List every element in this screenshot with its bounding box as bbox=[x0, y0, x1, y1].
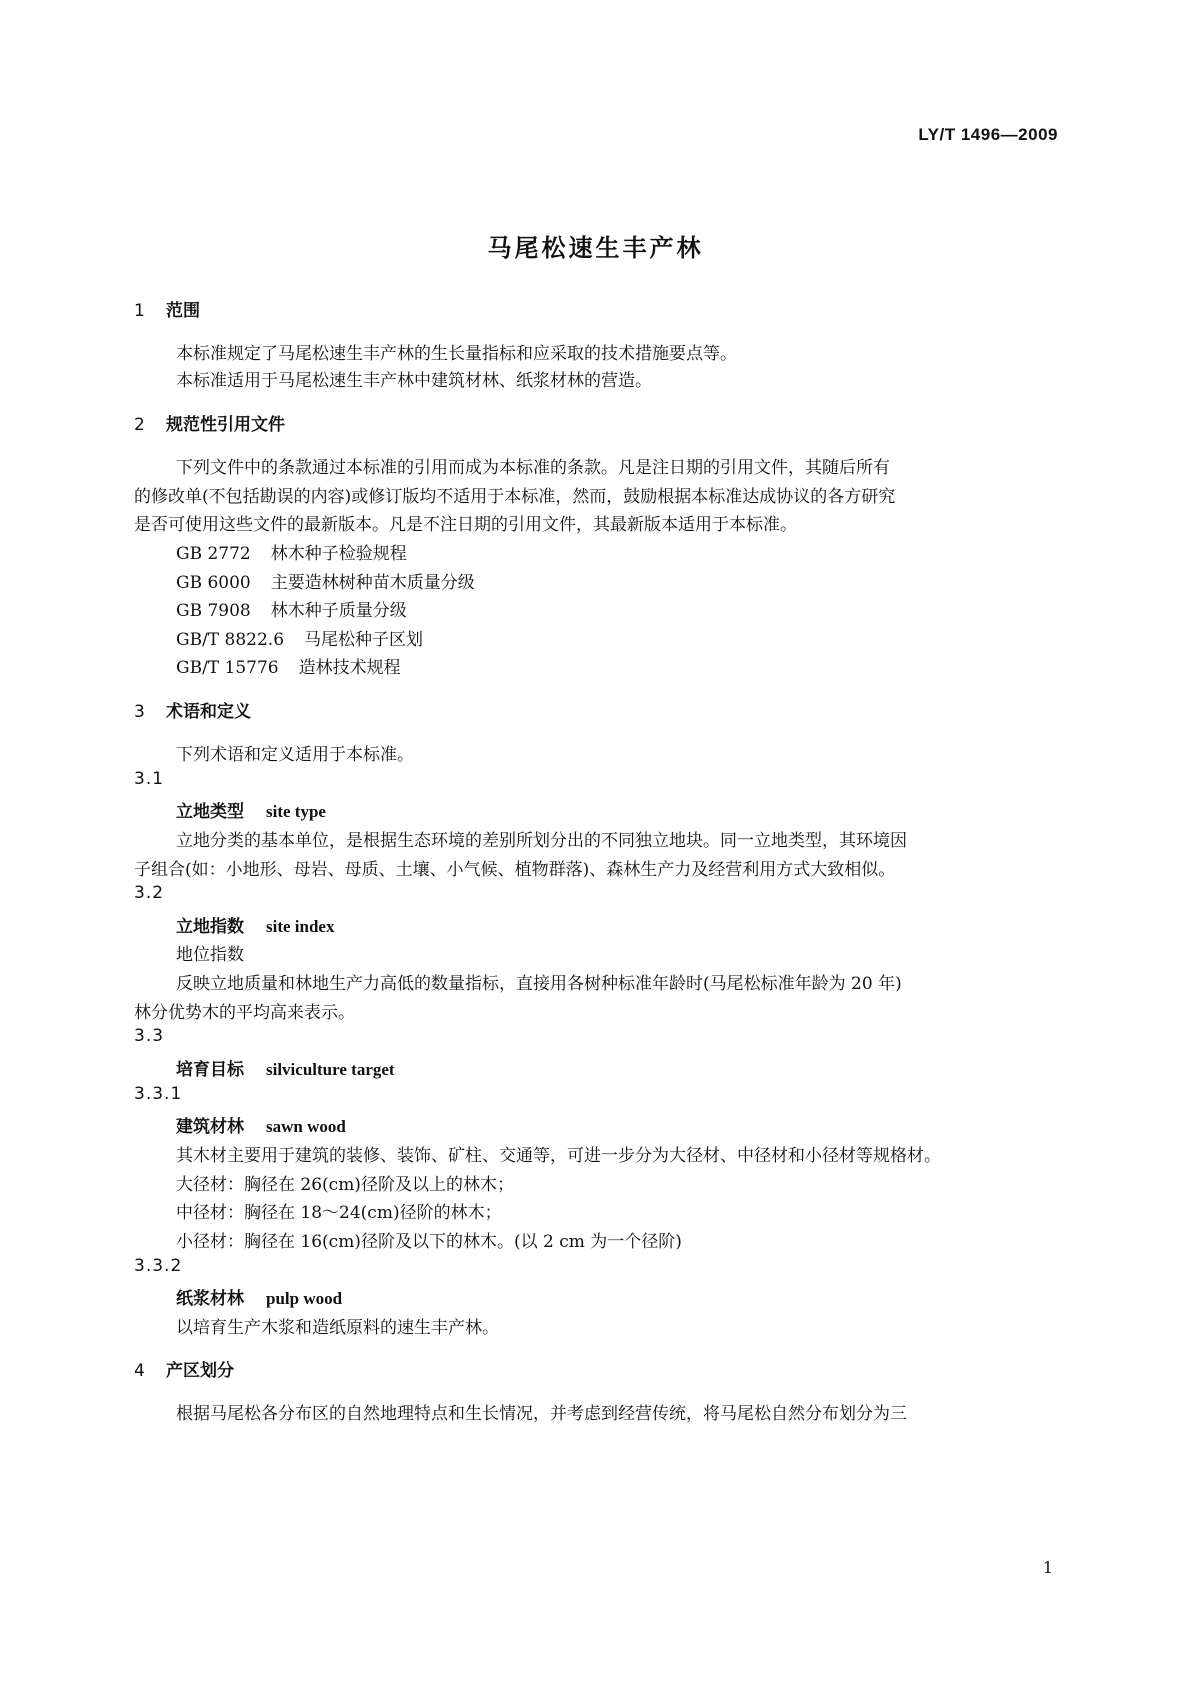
term-heading bbox=[176, 912, 334, 937]
section-number: 4 bbox=[134, 1361, 145, 1381]
term-zh: 纸浆材林 bbox=[176, 1289, 244, 1309]
paragraph: 本标准规定了马尾松速生丰产林的生长量指标和应采取的技术措施要点等。 bbox=[176, 344, 737, 364]
term-zh: 立地类型 bbox=[176, 802, 244, 822]
definition-line: 小径材：胸径在 16(cm)径阶及以下的林木。(以 2 cm 为一个径阶) bbox=[176, 1232, 682, 1252]
section-4-heading bbox=[134, 1356, 234, 1381]
term-heading bbox=[176, 1055, 395, 1080]
paragraph-line: 下列文件中的条款通过本标准的引用而成为本标准的条款。凡是注日期的引用文件，其随后所有 bbox=[176, 458, 890, 478]
clause-number: 3.3.2 bbox=[134, 1256, 183, 1276]
term-en: sawn wood bbox=[266, 1117, 346, 1136]
reference-item bbox=[176, 539, 407, 564]
term-heading bbox=[176, 1112, 346, 1137]
reference-item bbox=[176, 596, 407, 621]
section-title: 范围 bbox=[166, 301, 200, 321]
clause-number: 3.3 bbox=[134, 1026, 165, 1046]
term-en: site index bbox=[266, 917, 335, 936]
reference-code: GB 6000 bbox=[176, 573, 251, 593]
definition-line: 立地分类的基本单位，是根据生态环境的差别所划分出的不同独立地块。同一立地类型，其环境因 bbox=[176, 831, 907, 851]
clause-number: 3.3.1 bbox=[134, 1084, 183, 1104]
reference-item bbox=[176, 625, 423, 650]
term-alias: 地位指数 bbox=[176, 945, 244, 965]
section-number: 2 bbox=[134, 415, 145, 435]
term-zh: 培育目标 bbox=[176, 1060, 244, 1080]
definition-line: 反映立地质量和林地生产力高低的数量指标，直接用各树种标准年龄时(马尾松标准年龄为 20 年) bbox=[176, 974, 902, 994]
section-title: 术语和定义 bbox=[166, 702, 251, 722]
paragraph-line: 是否可使用这些文件的最新版本。凡是不注日期的引用文件，其最新版本适用于本标准。 bbox=[134, 515, 797, 535]
reference-title: 主要造林树种苗木质量分级 bbox=[270, 573, 475, 593]
reference-item bbox=[176, 568, 475, 593]
section-1-heading bbox=[134, 296, 200, 321]
paragraph: 下列术语和定义适用于本标准。 bbox=[176, 745, 414, 765]
term-en: pulp wood bbox=[266, 1289, 343, 1308]
definition-line: 其木材主要用于建筑的装修、装饰、矿柱、交通等，可进一步分为大径材、中径材和小径材等规格材。 bbox=[176, 1146, 941, 1166]
paragraph: 本标准适用于马尾松速生丰产林中建筑材林、纸浆材林的营造。 bbox=[176, 371, 652, 391]
term-heading bbox=[176, 797, 326, 822]
clause-number: 3.1 bbox=[134, 769, 165, 789]
section-3-heading bbox=[134, 697, 251, 722]
definition-line: 以培育生产木浆和造纸原料的速生丰产林。 bbox=[176, 1318, 499, 1338]
reference-title: 林木种子质量分级 bbox=[270, 601, 407, 621]
definition-line: 大径材：胸径在 26(cm)径阶及以上的林木； bbox=[176, 1175, 514, 1195]
document-title: 马尾松速生丰产林 bbox=[487, 234, 704, 262]
clause-number: 3.2 bbox=[134, 883, 165, 903]
section-number: 3 bbox=[134, 702, 145, 722]
section-number: 1 bbox=[134, 301, 145, 321]
term-zh: 立地指数 bbox=[176, 917, 244, 937]
section-title: 产区划分 bbox=[166, 1361, 234, 1381]
standard-code: LY/T 1496—2009 bbox=[918, 125, 1058, 144]
section-2-heading bbox=[134, 410, 285, 435]
reference-code: GB/T 8822.6 bbox=[176, 630, 285, 650]
reference-title: 马尾松种子区划 bbox=[304, 630, 424, 650]
term-en: site type bbox=[266, 802, 326, 821]
term-zh: 建筑材林 bbox=[176, 1117, 244, 1137]
reference-title: 林木种子检验规程 bbox=[270, 544, 407, 564]
reference-code: GB/T 15776 bbox=[176, 658, 279, 678]
reference-code: GB 7908 bbox=[176, 601, 251, 621]
paragraph-line: 根据马尾松各分布区的自然地理特点和生长情况，并考虑到经营传统，将马尾松自然分布划分为三 bbox=[176, 1404, 907, 1424]
section-title: 规范性引用文件 bbox=[166, 415, 285, 435]
reference-code: GB 2772 bbox=[176, 544, 251, 564]
reference-title: 造林技术规程 bbox=[298, 658, 401, 678]
reference-item bbox=[176, 653, 401, 678]
paragraph-line: 的修改单(不包括勘误的内容)或修订版均不适用于本标准，然而，鼓励根据本标准达成协议的各方研究 bbox=[134, 487, 896, 507]
page-number: 1 bbox=[1042, 1558, 1053, 1577]
definition-line: 子组合(如：小地形、母岩、母质、土壤、小气候、植物群落)、森林生产力及经营利用方式大致相似。 bbox=[134, 860, 896, 880]
definition-line: 林分优势木的平均高来表示。 bbox=[134, 1003, 355, 1023]
term-heading bbox=[176, 1284, 342, 1309]
term-en: silviculture target bbox=[266, 1060, 395, 1079]
definition-line: 中径材：胸径在 18～24(cm)径阶的林木； bbox=[176, 1203, 502, 1223]
